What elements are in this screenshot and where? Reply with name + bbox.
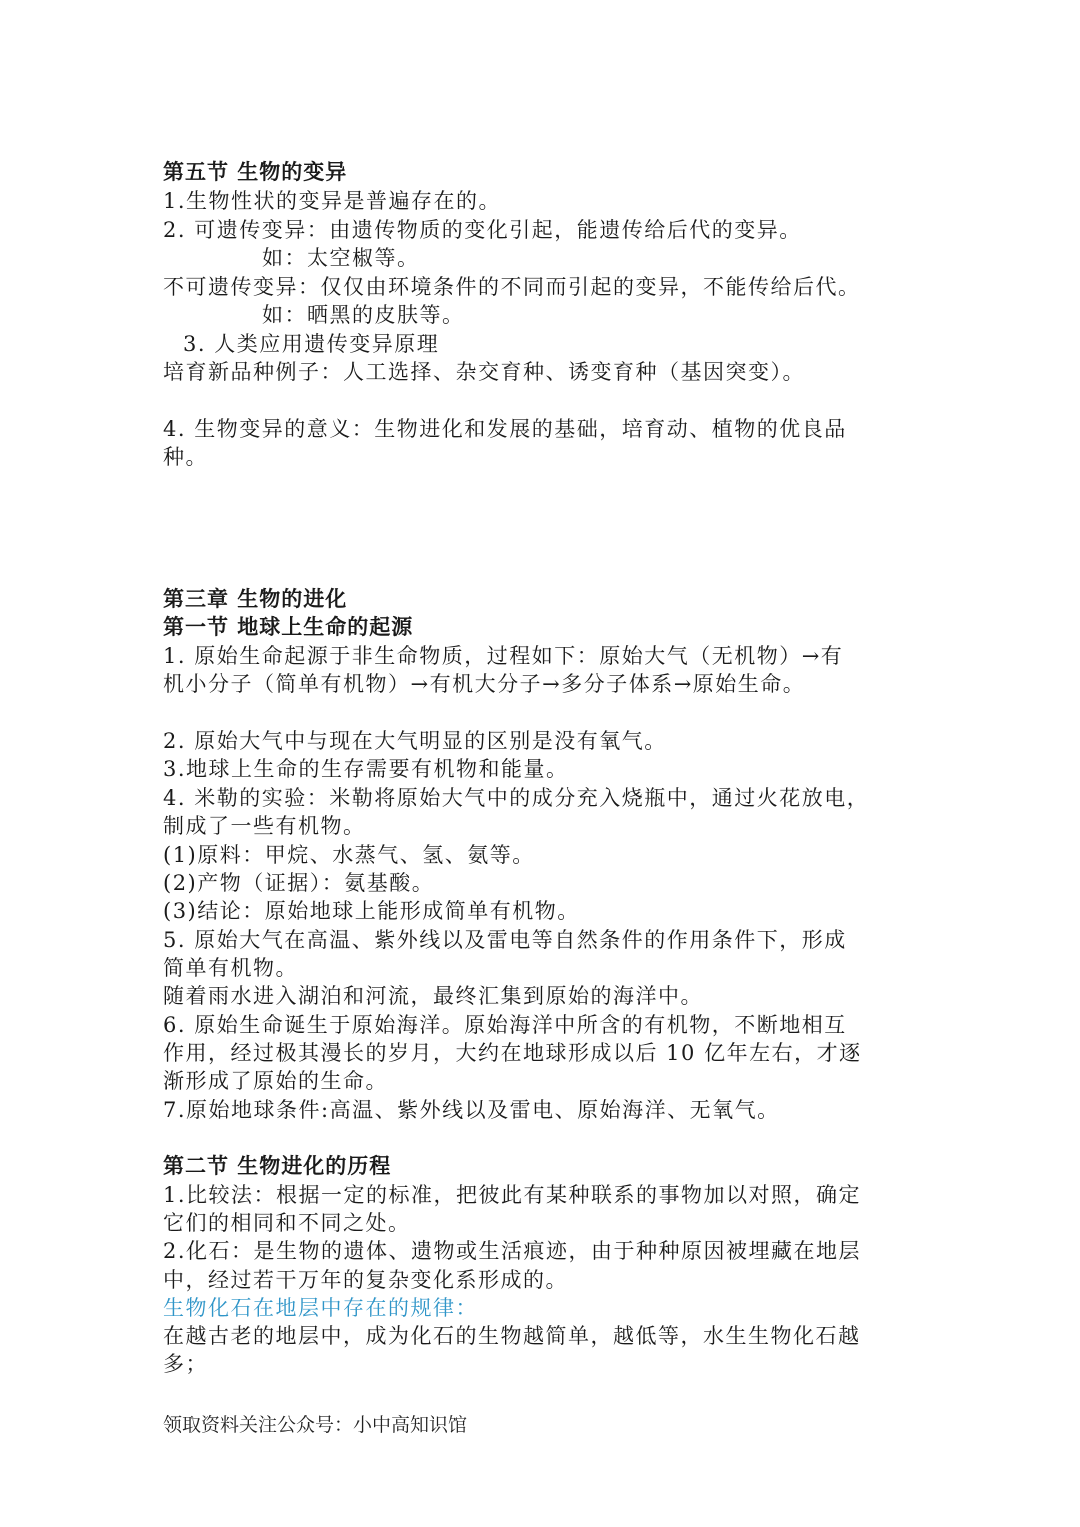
text-line: 1.比较法：根据一定的标准，把彼此有某种联系的事物加以对照，确定 (163, 1183, 862, 1207)
chapter-heading: 第三章 生物的进化 (163, 586, 348, 611)
text-line: 3.地球上生命的生存需要有机物和能量。 (163, 757, 569, 781)
text-line: 多； (163, 1352, 208, 1376)
text-line: 4. 米勒的实验：米勒将原始大气中的成分充入烧瓶中，通过火花放电， (163, 786, 870, 810)
text-line: 如：太空椒等。 (262, 246, 420, 270)
text-line: 简单有机物。 (163, 956, 298, 980)
text-line: 培育新品种例子：人工选择、杂交育种、诱变育种（基因突变）。 (163, 360, 805, 384)
text-line: 2. 可遗传变异：由遗传物质的变化引起，能遗传给后代的变异。 (163, 218, 802, 242)
text-line: 5. 原始大气在高温、紫外线以及雷电等自然条件的作用条件下，形成 (163, 928, 847, 952)
text-line: 在越古老的地层中，成为化石的生物越简单，越低等，水生生物化石越 (163, 1324, 861, 1348)
text-line: 不可遗传变异：仅仅由环境条件的不同而引起的变异，不能传给后代。 (163, 275, 861, 299)
text-line: 中，经过若干万年的复杂变化系形成的。 (163, 1268, 568, 1292)
text-line: 6. 原始生命诞生于原始海洋。原始海洋中所含的有机物，不断地相互 (163, 1013, 847, 1037)
text-line: 机小分子（简单有机物）→有机大分子→多分子体系→原始生命。 (163, 672, 806, 696)
text-line: 1. 原始生命起源于非生命物质，过程如下：原始大气（无机物）→有 (163, 644, 844, 668)
text-line: 随着雨水进入湖泊和河流，最终汇集到原始的海洋中。 (163, 984, 703, 1008)
text-line: 4. 生物变异的意义：生物进化和发展的基础，培育动、植物的优良品 (163, 417, 847, 441)
highlighted-subheading: 生物化石在地层中存在的规律： (163, 1296, 478, 1320)
footer-note: 领取资料关注公众号：小中高知识馆 (163, 1414, 468, 1436)
text-line: 2. 原始大气中与现在大气明显的区别是没有氧气。 (163, 729, 667, 753)
section-heading: 第五节 生物的变异 (163, 159, 348, 184)
text-line: 它们的相同和不同之处。 (163, 1211, 411, 1235)
text-line: 渐形成了原始的生命。 (163, 1069, 388, 1093)
text-line: (2)产物（证据）：氨基酸。 (163, 871, 435, 895)
text-line: (1)原料：甲烷、水蒸气、氢、氨等。 (163, 843, 535, 867)
section-heading: 第二节 生物进化的历程 (163, 1153, 392, 1178)
text-line: 种。 (163, 445, 208, 469)
text-line: 3. 人类应用遗传变异原理 (183, 332, 440, 356)
text-line: 1.生物性状的变异是普遍存在的。 (163, 189, 502, 213)
text-line: 7.原始地球条件:高温、紫外线以及雷电、原始海洋、无氧气。 (163, 1098, 780, 1122)
text-line: 作用，经过极其漫长的岁月，大约在地球形成以后 10 亿年左右，才逐 (163, 1041, 862, 1065)
text-line: 2.化石：是生物的遗体、遗物或生活痕迹，由于种种原因被埋藏在地层 (163, 1239, 862, 1263)
text-line: 如：晒黑的皮肤等。 (262, 303, 465, 327)
text-line: (3)结论：原始地球上能形成简单有机物。 (163, 899, 580, 923)
section-heading: 第一节 地球上生命的起源 (163, 614, 414, 639)
text-line: 制成了一些有机物。 (163, 814, 366, 838)
